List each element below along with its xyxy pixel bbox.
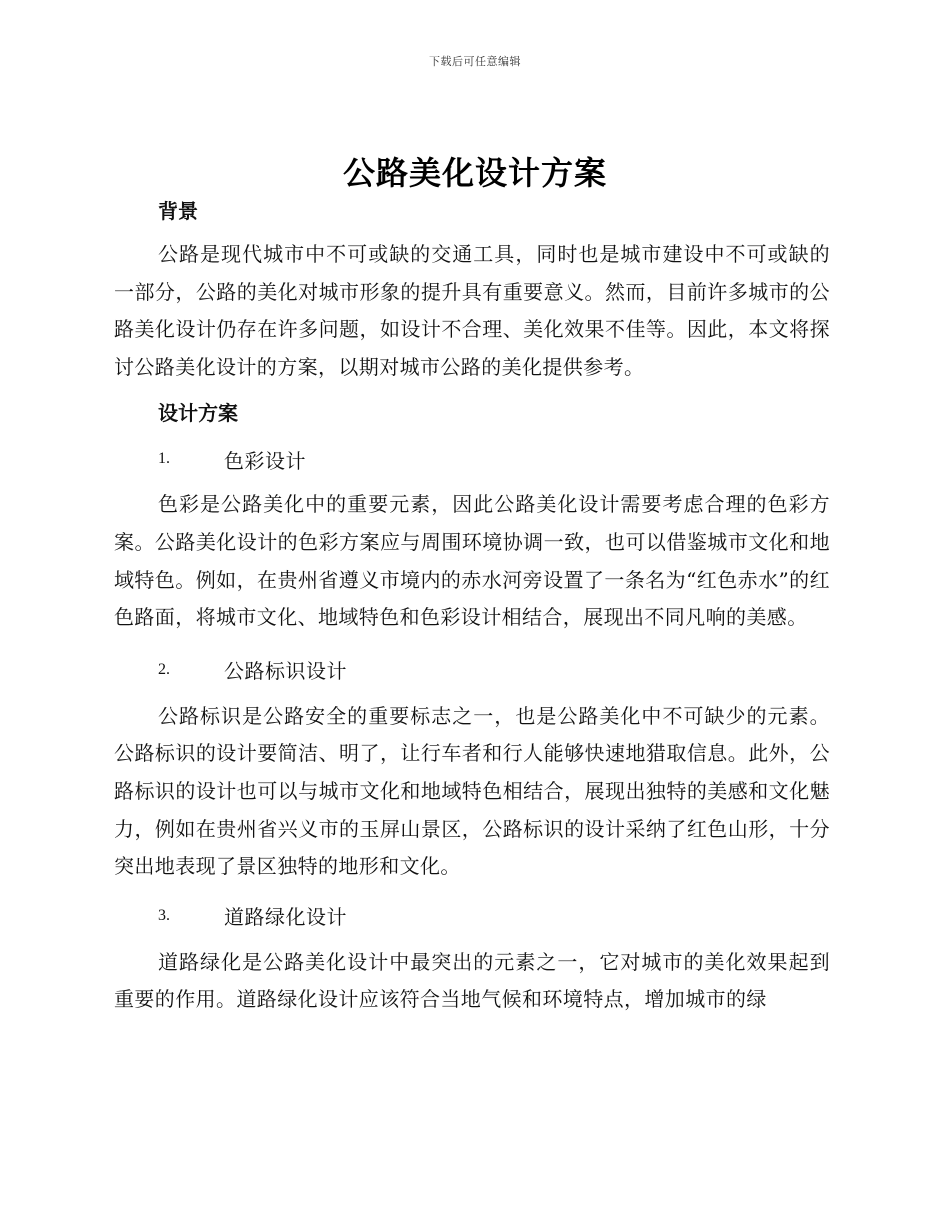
page-header-note: 下载后可任意编辑 xyxy=(429,55,521,68)
document-body xyxy=(114,194,830,1019)
paragraph-color-design: 色彩是公路美化中的重要元素，因此公路美化设计需要考虑合理的色彩方案。公路美化设计的色彩方案应与周围环境协调一致，也可以借鉴城市文化和地域特色。例如，在贵州省遵义市境内的赤水河旁设置了一条名为“红色赤水”的红色路面，将城市文化、地域特色和色彩设计相结合，展现出不同凡响的美感。 xyxy=(114,492,830,630)
list-number: 3. xyxy=(158,906,170,924)
paragraph-sign-design: 公路标识是公路安全的重要标志之一，也是公路美化中不可缺少的元素。公路标识的设计要简洁、明了，让行车者和行人能够快速地猎取信息。此外，公路标识的设计也可以与城市文化和地域特色相结合，展现出独特的美感和文化魅力，例如在贵州省兴义市的玉屏山景区，公路标识的设计采纳了红色山形，十分突出地表现了景区独特的地形和文化。 xyxy=(114,703,830,879)
list-item-greening-design xyxy=(158,898,830,934)
list-item-color-design xyxy=(158,441,830,477)
document-title: 公路美化设计方案 xyxy=(342,154,607,192)
list-item-sign-design xyxy=(158,652,830,688)
list-label: 公路标识设计 xyxy=(224,659,347,684)
paragraph-background: 公路是现代城市中不可或缺的交通工具，同时也是城市建设中不可或缺的一部分，公路的美化对城市形象的提升具有重要意义。然而，目前许多城市的公路美化设计仍存在许多问题，如设计不合理、美化效果不佳等。因此，本文将探讨公路美化设计的方案，以期对城市公路的美化提供参考。 xyxy=(114,242,830,379)
section-heading-design: 设计方案 xyxy=(158,401,238,426)
list-label: 色彩设计 xyxy=(224,448,306,473)
section-heading-background: 背景 xyxy=(158,199,198,223)
list-number: 2. xyxy=(158,660,170,678)
list-number: 1. xyxy=(158,450,170,468)
paragraph-greening-design: 道路绿化是公路美化设计中最突出的元素之一，它对城市的美化效果起到重要的作用。道路绿化设计应该符合当地气候和环境特点，增加城市的绿 xyxy=(114,949,830,1012)
list-label: 道路绿化设计 xyxy=(224,905,347,930)
